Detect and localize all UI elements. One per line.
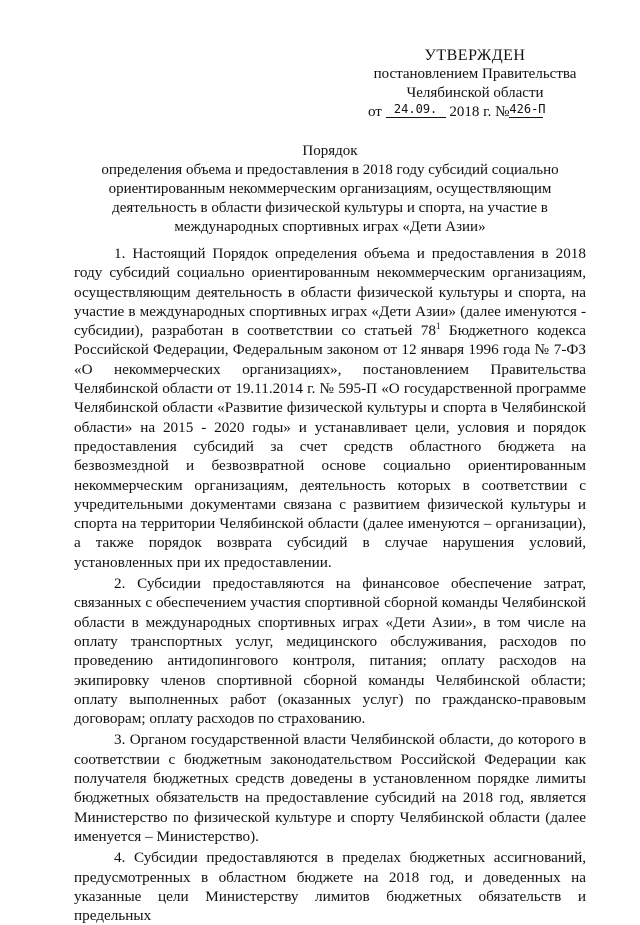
paragraph-1-superscript: 1: [435, 321, 441, 332]
paragraph-1: [74, 244, 586, 572]
date-field: 24.09.: [386, 102, 446, 118]
heading-subtitle: определения объема и предоставления в 2018 году субсидий социально ориентированным некоммерческим организациям, осуществляющим деятельность в области физической культуры и спорта, на участие в международных спортивных играх «Дети Азии»: [101, 162, 559, 235]
number-field: 426-П: [509, 102, 546, 116]
approval-title: УТВЕРЖДЕН: [424, 47, 526, 64]
date-prefix: от: [368, 104, 382, 120]
paragraph-4: 4. Субсидии предоставляются в пределах бюджетных ассигнований, предусмотренных в областном бюджете на 2018 год, и доведенных на указанные цели Министерству лимитов бюджетных обязательств и предельных: [74, 849, 586, 925]
paragraph-1-part-a: 1. Настоящий Порядок определения объема и предоставления в 2018 году субсидий социально ориентированным некоммерческим организациям, осуществляющим деятельность в области физической культуры и спорта, на участие в международных спортивных играх «Дети Азии» (далее именуются - субсидии), разработан в соответствии со статьей 78: [74, 245, 586, 340]
document-heading: [80, 142, 580, 237]
year-text: 2018 г. №: [449, 104, 510, 120]
approval-stamp: [370, 46, 580, 122]
approval-line-2: Челябинской области: [406, 85, 544, 101]
paragraph-1-part-b: Бюджетного кодекса Российской Федерации, Федеральным законом от 12 января 1996 года № 7-ФЗ «О некоммерческих организациях», постановлением Правительства Челябинской области от 19.11.2014 г. № 595-П «О государственной программе Челябинской области «Развитие физической культуры и спорта в Челябинской области» на 2015 - 2020 годы» и устанавливает цели, условия и порядок предоставления субсидий за счет средств областного бюджета на безвозмездной и безвозвратной основе социально ориентированным некоммерческим организациям, деятельность которых в соответствии с учредительными документами связана с развитием физической культуры и спорта на территории Челябинской области (далее именуются – организации), а также порядок возврата субсидий в случае нарушения условий, установленных при их предоставлении.: [74, 322, 586, 571]
approval-line-1: постановлением Правительства: [373, 66, 577, 82]
heading-title: Порядок: [302, 143, 358, 159]
paragraph-2: 2. Субсидии предоставляются на финансовое обеспечение затрат, связанных с обеспечением участия спортивной сборной команды Челябинской области в международных спортивных играх «Дети Азии», в том числе на оплату транспортных услуг, медицинского обслуживания, расходов по проведению антидопингового контроля, питания; оплату расходов на экипировку членов спортивной сборной команды Челябинской области; оплату выполненных работ (оказанных услуг) по гражданско-правовым договорам; оплату расходов по страхованию.: [74, 575, 586, 728]
document-body: [74, 244, 586, 925]
paragraph-3: 3. Органом государственной власти Челябинской области, до которого в соответствии с бюджетным законодательством Российской Федерации как получателя бюджетных средств доведены в установленном порядке лимиты бюджетных обязательств на предоставление субсидий на 2018 год, является Министерство по физической культуре и спорту Челябинской области (далее именуется – Министерство).: [74, 731, 586, 845]
approval-date-line: [368, 103, 580, 122]
